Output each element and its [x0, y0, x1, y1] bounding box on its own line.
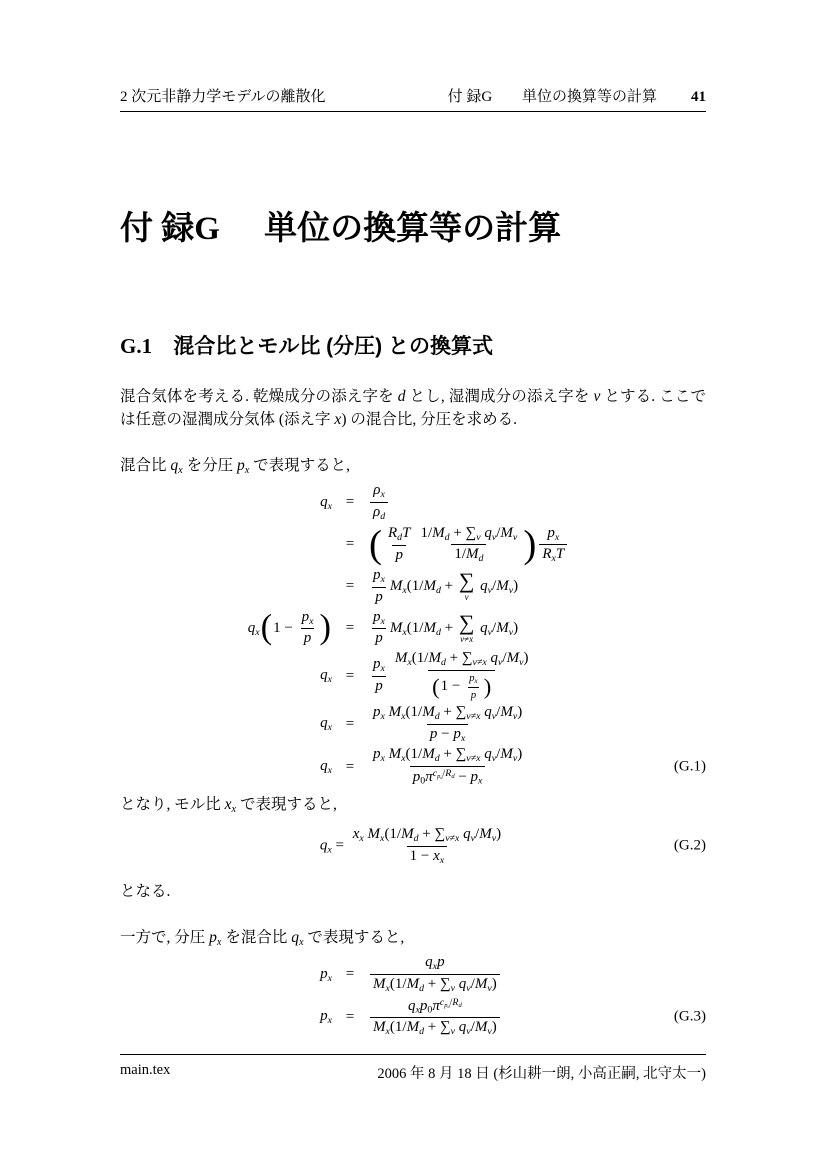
open-paren: ( — [260, 608, 273, 647]
subscript: d — [435, 626, 441, 638]
subscript: x — [380, 615, 385, 627]
equation-rhs — [368, 955, 706, 993]
subscript: v — [512, 531, 518, 543]
subscript: d — [434, 753, 440, 765]
fraction: $\frac{\text{1/Md + ∑v qv/Mv}}{1/Md}$ — [420, 524, 518, 565]
equation-array-g3 — [120, 955, 706, 1037]
equation-row — [120, 998, 706, 1037]
equation-relation: = — [345, 667, 355, 684]
subscript: v — [512, 710, 518, 722]
subscript: x — [380, 753, 385, 765]
equation-row — [120, 568, 706, 605]
subscript: x — [327, 1015, 332, 1027]
open-paren: ( — [369, 523, 382, 567]
equation-relation: = — [345, 494, 355, 511]
equation-relation: = — [345, 619, 355, 636]
subscript: v — [498, 656, 503, 668]
subscript: x — [231, 803, 237, 815]
sum-operator: ∑ v≠x — [458, 610, 475, 644]
equation-tag: (G.3) — [673, 1008, 706, 1025]
subscript: v — [519, 656, 524, 668]
equation-relation: = — [345, 715, 355, 732]
equation-lhs: px — [320, 965, 332, 984]
equation-lhs: qx — [320, 493, 332, 512]
subscript: d — [435, 585, 441, 597]
subscript: v≠x — [466, 753, 481, 765]
subscript: v — [466, 1026, 471, 1038]
section-number: G.1 — [120, 333, 153, 358]
lead-molar-ratio-text: となり, モル比 xx で表現すると, — [120, 795, 337, 815]
equation-rhs — [368, 483, 706, 521]
subscript: d — [478, 553, 484, 565]
fraction: $\frac{qxp0\pi^{cpd/Rd}}{\text{Mx(1/Md + ∑v qv/Mv)}}$ — [370, 998, 500, 1037]
subscript: x — [551, 553, 556, 565]
equation-tag: (G.1) — [673, 758, 706, 775]
subscript: 0 — [420, 775, 426, 787]
subscript: x — [244, 464, 250, 476]
chapter-heading — [120, 208, 706, 250]
subscript: x — [380, 489, 385, 501]
equation-rhs — [368, 705, 706, 743]
fraction: $\frac{px}{p}$ — [373, 608, 385, 647]
subscript: x — [380, 663, 385, 675]
subscript: v — [466, 982, 471, 994]
subscript: x — [554, 531, 560, 543]
subscript: pd — [437, 772, 443, 781]
subscript: x — [415, 1004, 420, 1016]
equation-relation: = — [345, 578, 355, 595]
equation-rhs — [368, 998, 706, 1037]
fraction: $\frac{\text{px Mx(1/Md + ∑v≠x qv/Mv)}}{p0\pi^{cpd/Rd} - px}$ — [373, 746, 523, 787]
subscript: v — [512, 753, 518, 765]
fraction: Mx(1/Md + ∑v≠x qv/Mv) (1 − $\frac{px}{p}$ ) — [394, 649, 529, 701]
lead-partial-pressure-text: 一方で, 分圧 px を混合比 qx で表現すると, — [120, 928, 405, 948]
subscript: x — [216, 936, 222, 948]
equation-lhs: qx — [320, 758, 332, 776]
subscript: v — [508, 585, 514, 597]
subscript: v — [487, 626, 493, 638]
subscript: v — [450, 1026, 456, 1038]
equation-tag: (G.2) — [673, 837, 706, 854]
footer-date-authors: 2006 年 8 月 18 日 (杉山耕一朗, 小高正嗣, 北守太一) — [377, 1066, 706, 1082]
subscript: d — [419, 1026, 424, 1038]
after-g2-text: となる. — [120, 883, 171, 901]
subscript: x — [327, 722, 332, 734]
equation-row — [120, 955, 706, 993]
fraction: $\frac{px}{p}$ — [373, 656, 385, 694]
subscript: v≠x — [445, 832, 460, 844]
subscript: x — [460, 732, 466, 744]
subscript: d — [419, 982, 424, 994]
subscript: x — [401, 710, 406, 722]
header-left-title: 2 次元非静力学モデルの離散化 — [120, 89, 326, 105]
subscript: x — [327, 972, 332, 984]
subscript: x — [402, 585, 407, 597]
subscript: v≠x — [472, 656, 487, 668]
chapter-label: 付 録G — [120, 211, 220, 247]
fraction: $\frac{\text{qxp}}{\text{Mx(1/Md + ∑v qv/Mv)}}$ — [370, 955, 500, 993]
equation-row — [120, 610, 706, 647]
subscript: d — [451, 772, 455, 780]
close-paren: ) — [319, 608, 331, 647]
page-content — [120, 85, 706, 1041]
equation-lhs: qx — [320, 715, 332, 734]
subscript: x — [385, 1026, 390, 1038]
subscript: x — [439, 854, 445, 866]
subscript: v — [470, 832, 476, 844]
equation-lhs: qx(1 − $\frac{px}{p}$ ) — [247, 608, 331, 647]
subscript: x — [178, 464, 183, 476]
equation-rhs — [368, 651, 706, 701]
subscript: 0 — [427, 1004, 433, 1016]
subscript: d — [440, 775, 443, 781]
subscript: x — [327, 673, 332, 685]
subscript: v — [491, 753, 497, 765]
header-chapter-title: 単位の換算等の計算 — [521, 89, 657, 105]
superscript: cpd/Rd — [432, 768, 455, 781]
subscript: v — [508, 626, 514, 638]
footer-filename: main.tex — [120, 1062, 171, 1078]
equation-row — [120, 523, 706, 567]
subscript: x — [327, 764, 332, 776]
subscript: v — [491, 832, 497, 844]
equation-g2 — [120, 824, 706, 868]
equation-relation: = — [345, 966, 355, 982]
section-title: 混合比とモル比 (分圧) との換算式 — [173, 334, 493, 358]
equation-rhs: $\frac{px}{p}$ Mx(1/Md + ∑ v qv/Mv) — [368, 568, 706, 605]
fraction: $\frac{px}{p}$ — [469, 671, 478, 701]
equation-body: qx = $\frac{\text{xx Mx(1/Md + ∑v≠x qv/Mv)}}{1 - xx}$ — [320, 827, 506, 865]
equation-row — [120, 651, 706, 701]
subscript: v — [487, 982, 492, 994]
subscript: x — [298, 936, 304, 948]
header-appendix-label: 付 録G — [447, 89, 493, 105]
subscript: x — [478, 775, 483, 787]
sum-operator: ∑ v — [458, 569, 475, 603]
subscript: v — [487, 585, 493, 597]
subscript: x — [359, 832, 364, 844]
subscript: v≠x — [466, 710, 481, 722]
subscript: x — [309, 615, 314, 627]
open-paren: ( — [432, 673, 440, 699]
subscript: d — [458, 1001, 462, 1009]
fraction: $\frac{px}{p}$ — [301, 608, 314, 647]
chapter-title: 単位の換算等の計算 — [264, 209, 562, 246]
subscript: x — [401, 753, 406, 765]
subscript: x — [402, 626, 407, 638]
subscript: v — [487, 1026, 492, 1038]
subscript: v — [476, 531, 481, 543]
fraction: $\frac{px}{p}$ — [373, 567, 385, 605]
subscript: d — [380, 510, 386, 522]
subscript: x — [327, 844, 332, 856]
header-appendix-title — [448, 85, 657, 106]
superscript: cpd/Rd — [439, 996, 462, 1009]
subscript: x — [407, 656, 412, 668]
equation-relation: = — [345, 758, 355, 775]
subscript: d — [397, 532, 403, 543]
subscript: x — [380, 710, 385, 722]
section-heading — [120, 334, 706, 359]
fraction: $\frac{\text{px Mx(1/Md + ∑v≠x qv/Mv)}}{p - px}$ — [373, 704, 523, 744]
page-number: 41 — [691, 89, 706, 105]
subscript: x — [385, 982, 390, 994]
subscript: x — [474, 676, 478, 685]
equation-relation: = — [345, 536, 355, 553]
fraction: $\frac{\rho x}{\rho d}$ — [370, 483, 388, 521]
subscript: d — [413, 832, 419, 844]
fraction: $\frac{\text{RdT}}{p}$ — [388, 525, 411, 563]
subscript: x — [432, 961, 438, 973]
subscript: x — [255, 626, 260, 638]
equation-lhs: qx — [320, 667, 332, 685]
subscript: x — [380, 832, 385, 844]
subscript: x — [380, 573, 385, 585]
equation-row — [120, 747, 706, 786]
equation-row — [120, 705, 706, 743]
subscript: pd — [444, 1001, 450, 1009]
subscript: v — [491, 710, 497, 722]
fraction: $\frac{\text{xx Mx(1/Md + ∑v≠x qv/Mv)}}{1 - xx}$ — [352, 826, 502, 866]
equation-rhs — [368, 523, 706, 567]
equation-lhs: px — [320, 1008, 332, 1027]
subscript: d — [447, 1003, 450, 1009]
close-paren: ) — [523, 523, 537, 567]
lead-mixing-ratio-text: 混合比 qx を分圧 px で表現すると, — [120, 456, 351, 476]
intro-paragraph: 混合気体を考える. 乾燥成分の添え字を d とし, 湿潤成分の添え字を v とする. ここでは任意の湿潤成分気体 (添え字 x) の混合比, 分圧を求める. — [120, 387, 706, 429]
subscript: x — [327, 500, 332, 512]
equation-array-g1 — [120, 483, 706, 786]
subscript: d — [444, 531, 450, 543]
running-header — [120, 85, 706, 112]
subscript: d — [434, 710, 440, 722]
equation-row — [120, 483, 706, 521]
subscript: d — [440, 656, 446, 668]
equation-rhs — [368, 747, 706, 786]
equation-rhs: $\frac{px}{p}$ Mx(1/Md + ∑ v≠x qv/Mv) — [368, 610, 706, 647]
equation-relation: = — [345, 1008, 355, 1025]
subscript: v — [491, 531, 497, 543]
subscript: v — [450, 982, 456, 994]
fraction: $\frac{px}{\text{RxT}}$ — [539, 526, 567, 564]
page-footer — [120, 1054, 706, 1083]
close-paren: ) — [483, 673, 492, 699]
